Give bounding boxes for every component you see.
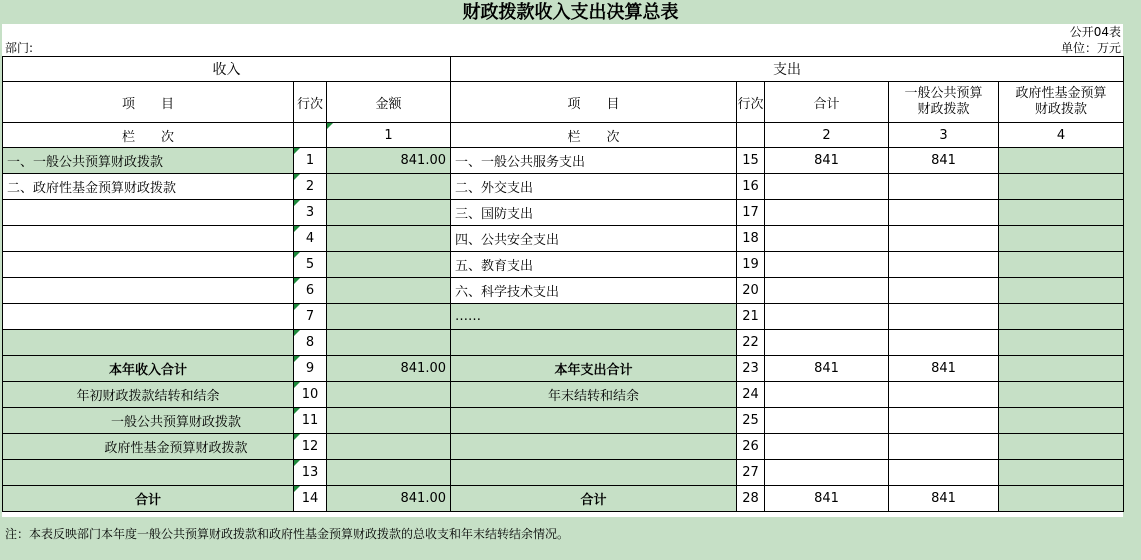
gov-fund-cell[interactable]	[999, 174, 1124, 200]
income-item-cell[interactable]	[3, 460, 294, 486]
lanci-col-4: 4	[999, 123, 1124, 148]
general-budget-cell[interactable]	[889, 434, 999, 460]
expense-total-cell[interactable]	[765, 460, 889, 486]
general-budget-cell[interactable]	[889, 200, 999, 226]
income-row-no-header: 行次	[294, 82, 327, 123]
income-item-cell[interactable]	[3, 278, 294, 304]
income-amount-cell[interactable]	[327, 434, 451, 460]
table-row	[3, 408, 1124, 434]
table-row	[3, 252, 1124, 278]
income-amount-cell[interactable]	[327, 226, 451, 252]
income-item-cell[interactable]	[3, 330, 294, 356]
income-row-no-cell[interactable]: 6	[294, 278, 327, 304]
expense-item-cell[interactable]	[451, 460, 737, 486]
income-row-no-cell[interactable]: 9	[294, 356, 327, 382]
gov-fund-cell[interactable]	[999, 148, 1124, 174]
gov-fund-cell[interactable]	[999, 434, 1124, 460]
general-budget-cell[interactable]	[889, 174, 999, 200]
income-lanci-label: 栏 次	[3, 123, 294, 148]
gov-fund-cell[interactable]	[999, 252, 1124, 278]
table-row	[3, 382, 1124, 408]
general-budget-cell[interactable]: 841	[889, 356, 999, 382]
expense-section-header: 支出	[451, 57, 1124, 82]
expense-item-cell[interactable]: 本年支出合计	[451, 356, 737, 382]
income-row-no-cell[interactable]: 12	[294, 434, 327, 460]
expense-total-cell[interactable]: 841	[765, 148, 889, 174]
table-row	[3, 434, 1124, 460]
expense-item-cell[interactable]: 五、教育支出	[451, 252, 737, 278]
general-budget-cell[interactable]	[889, 330, 999, 356]
income-row-no-cell[interactable]: 7	[294, 304, 327, 330]
income-amount-cell[interactable]	[327, 252, 451, 278]
department-label: 部门:	[5, 41, 34, 55]
expense-item-cell[interactable]: 六、科学技术支出	[451, 278, 737, 304]
income-row-no-cell[interactable]: 10	[294, 382, 327, 408]
income-item-cell[interactable]: 年初财政拨款结转和结余	[3, 382, 294, 408]
general-budget-cell[interactable]	[889, 408, 999, 434]
total-header: 合计	[765, 82, 889, 123]
form-number: 公开04表	[1069, 25, 1121, 39]
expense-lanci-row-no	[737, 123, 765, 148]
expense-item-cell[interactable]: 年末结转和结余	[451, 382, 737, 408]
general-budget-cell[interactable]	[889, 382, 999, 408]
income-row-no-cell[interactable]: 1	[294, 148, 327, 174]
expense-total-cell[interactable]	[765, 278, 889, 304]
general-budget-header-line2: 财政拨款	[917, 102, 970, 117]
income-item-cell[interactable]: 本年收入合计	[3, 356, 294, 382]
expense-item-cell[interactable]: 合计	[451, 486, 737, 512]
expense-total-cell[interactable]	[765, 408, 889, 434]
expense-total-cell[interactable]	[765, 226, 889, 252]
income-row-no-cell[interactable]: 14	[294, 486, 327, 512]
expense-item-cell[interactable]: 二、外交支出	[451, 174, 737, 200]
income-row-no-cell[interactable]: 13	[294, 460, 327, 486]
expense-row-no-cell[interactable]: 24	[737, 382, 765, 408]
table-row	[3, 200, 1124, 226]
expense-row-no-cell[interactable]: 15	[737, 148, 765, 174]
lanci-col-2: 2	[765, 123, 889, 148]
expense-item-cell[interactable]: 一、一般公共服务支出	[451, 148, 737, 174]
expense-item-cell[interactable]: ……	[451, 304, 737, 330]
table-row	[3, 486, 1124, 512]
amount-header: 金额	[327, 82, 451, 123]
budget-table	[2, 56, 1124, 512]
gov-fund-cell[interactable]	[999, 330, 1124, 356]
income-row-no-cell[interactable]: 4	[294, 226, 327, 252]
expense-row-no-cell[interactable]: 25	[737, 408, 765, 434]
table-row	[3, 356, 1124, 382]
general-budget-cell[interactable]	[889, 252, 999, 278]
gov-fund-cell[interactable]	[999, 278, 1124, 304]
footnote: 注：本表反映部门本年度一般公共预算财政拨款和政府性基金预算财政拨款的总收支和年末结转结余情况。	[5, 527, 570, 541]
gov-fund-header-line2: 财政拨款	[1035, 102, 1088, 117]
general-budget-cell[interactable]	[889, 278, 999, 304]
page-title: 财政拨款收入支出决算总表	[462, 2, 679, 23]
expense-row-no-cell[interactable]: 22	[737, 330, 765, 356]
expense-row-no-cell[interactable]: 18	[737, 226, 765, 252]
general-budget-cell[interactable]: 841	[889, 148, 999, 174]
income-section-header: 收入	[3, 57, 451, 82]
gov-fund-header	[999, 82, 1124, 123]
table-row	[3, 278, 1124, 304]
gov-fund-cell[interactable]	[999, 200, 1124, 226]
income-item-cell[interactable]: 二、政府性基金预算财政拨款	[3, 174, 294, 200]
income-item-cell[interactable]	[3, 304, 294, 330]
column-index-row	[3, 123, 1124, 148]
expense-row-no-cell[interactable]: 16	[737, 174, 765, 200]
expense-total-cell[interactable]	[765, 330, 889, 356]
income-item-cell[interactable]	[3, 226, 294, 252]
expense-item-cell[interactable]: 四、公共安全支出	[451, 226, 737, 252]
expense-item-cell[interactable]: 三、国防支出	[451, 200, 737, 226]
gov-fund-cell[interactable]	[999, 226, 1124, 252]
expense-row-no-cell[interactable]: 20	[737, 278, 765, 304]
column-header-row	[3, 82, 1124, 123]
table-row	[3, 330, 1124, 356]
table-row	[3, 460, 1124, 486]
income-amount-cell[interactable]	[327, 304, 451, 330]
general-budget-cell[interactable]: 841	[889, 486, 999, 512]
income-amount-cell[interactable]	[327, 278, 451, 304]
gov-fund-cell[interactable]	[999, 486, 1124, 512]
general-budget-cell[interactable]	[889, 226, 999, 252]
expense-lanci-label: 栏 次	[451, 123, 737, 148]
expense-total-cell[interactable]: 841	[765, 356, 889, 382]
income-row-no-cell[interactable]: 11	[294, 408, 327, 434]
income-amount-cell[interactable]	[327, 382, 451, 408]
income-amount-cell[interactable]	[327, 408, 451, 434]
income-item-cell[interactable]	[3, 252, 294, 278]
expense-row-no-cell[interactable]: 26	[737, 434, 765, 460]
income-item-header: 项 目	[3, 82, 294, 123]
expense-total-cell[interactable]	[765, 200, 889, 226]
income-item-cell[interactable]: 合计	[3, 486, 294, 512]
table-body	[3, 148, 1124, 512]
expense-total-cell[interactable]	[765, 382, 889, 408]
expense-total-cell[interactable]	[765, 434, 889, 460]
income-item-cell[interactable]	[3, 200, 294, 226]
general-budget-cell[interactable]	[889, 304, 999, 330]
expense-row-no-cell[interactable]: 23	[737, 356, 765, 382]
expense-row-no-cell[interactable]: 21	[737, 304, 765, 330]
income-item-cell[interactable]: 一般公共预算财政拨款	[3, 408, 294, 434]
expense-row-no-cell[interactable]: 28	[737, 486, 765, 512]
expense-row-no-cell[interactable]: 27	[737, 460, 765, 486]
general-budget-header	[889, 82, 999, 123]
expense-item-cell[interactable]	[451, 330, 737, 356]
income-row-no-cell[interactable]: 8	[294, 330, 327, 356]
expense-total-cell[interactable]	[765, 304, 889, 330]
income-amount-cell[interactable]: 841.00	[327, 356, 451, 382]
gov-fund-cell[interactable]	[999, 356, 1124, 382]
income-amount-cell[interactable]	[327, 200, 451, 226]
income-amount-cell[interactable]	[327, 174, 451, 200]
expense-total-cell[interactable]	[765, 174, 889, 200]
expense-row-no-header: 行次	[737, 82, 765, 123]
expense-item-header: 项 目	[451, 82, 737, 123]
table-row	[3, 304, 1124, 330]
gov-fund-cell[interactable]	[999, 460, 1124, 486]
income-row-no-cell[interactable]: 5	[294, 252, 327, 278]
expense-total-cell[interactable]: 841	[765, 486, 889, 512]
expense-row-no-cell[interactable]: 19	[737, 252, 765, 278]
gov-fund-cell[interactable]	[999, 382, 1124, 408]
expense-item-cell[interactable]	[451, 434, 737, 460]
table-row	[3, 148, 1124, 174]
general-budget-cell[interactable]	[889, 460, 999, 486]
income-item-cell[interactable]: 政府性基金预算财政拨款	[3, 434, 294, 460]
expense-total-cell[interactable]	[765, 252, 889, 278]
expense-item-cell[interactable]	[451, 408, 737, 434]
unit-label: 单位：万元	[1060, 41, 1121, 55]
income-amount-cell[interactable]	[327, 460, 451, 486]
table-row	[3, 174, 1124, 200]
gov-fund-header-line1: 政府性基金预算	[1015, 86, 1107, 101]
table-row	[3, 226, 1124, 252]
income-item-cell[interactable]: 一、一般公共预算财政拨款	[3, 148, 294, 174]
section-header-row	[3, 57, 1124, 82]
income-amount-cell[interactable]	[327, 330, 451, 356]
lanci-col-3: 3	[889, 123, 999, 148]
income-row-no-cell[interactable]: 3	[294, 200, 327, 226]
gov-fund-cell[interactable]	[999, 304, 1124, 330]
income-lanci-row-no	[294, 123, 327, 148]
gov-fund-cell[interactable]	[999, 408, 1124, 434]
general-budget-header-line1: 一般公共预算	[904, 86, 983, 101]
expense-row-no-cell[interactable]: 17	[737, 200, 765, 226]
lanci-col-1: 1	[327, 123, 451, 148]
income-row-no-cell[interactable]: 2	[294, 174, 327, 200]
income-amount-cell[interactable]: 841.00	[327, 148, 451, 174]
income-amount-cell[interactable]: 841.00	[327, 486, 451, 512]
